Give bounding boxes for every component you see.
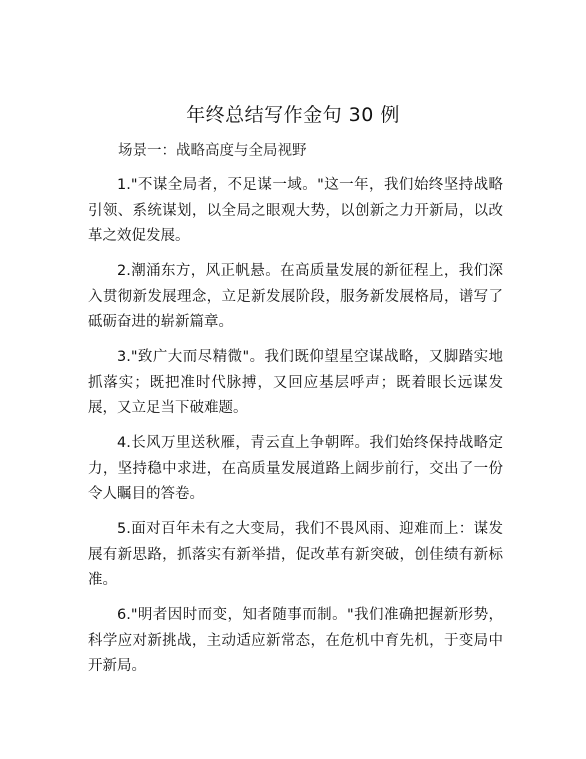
scene-heading: 场景一：战略高度与全局视野 bbox=[118, 143, 307, 159]
paragraph-1: 1."不谋全局者，不足谋一域。"这一年，我们始终坚持战略引领、系统谋划，以全局之眼观大势，以创新之力开新局，以改革之效促发展。 bbox=[88, 177, 503, 244]
document-title: 年终总结写作金句 30 例 bbox=[186, 104, 400, 126]
paragraph-6: 6."明者因时而变，知者随事而制。"我们准确把握新形势，科学应对新挑战，主动适应新常态，在危机中育先机，于变局中开新局。 bbox=[88, 607, 503, 674]
paragraph-5: 5.面对百年未有之大变局，我们不畏风雨、迎难而上：谋发展有新思路，抓落实有新举措，促改革有新突破，创佳绩有新标准。 bbox=[88, 521, 503, 588]
paragraph-3: 3."致广大而尽精微"。我们既仰望星空谋战略，又脚踏实地抓落实；既把准时代脉搏，又回应基层呼声；既着眼长远谋发展，又立足当下破难题。 bbox=[88, 349, 503, 416]
paragraph-4: 4.长风万里送秋雁，青云直上争朝晖。我们始终保持战略定力，坚持稳中求进，在高质量发展道路上阔步前行，交出了一份令人瞩目的答卷。 bbox=[88, 435, 503, 502]
paragraph-2: 2.潮涌东方，风正帆悬。在高质量发展的新征程上，我们深入贯彻新发展理念，立足新发展阶段，服务新发展格局，谱写了砥砺奋进的崭新篇章。 bbox=[88, 263, 503, 330]
